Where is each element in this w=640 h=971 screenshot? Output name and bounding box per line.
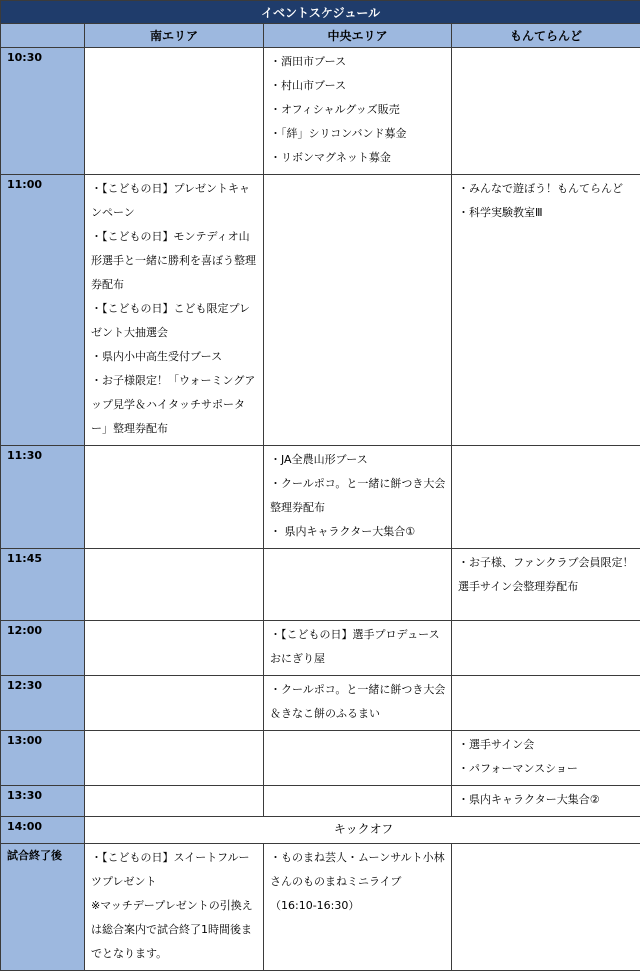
event-item: ・リボンマグネット募金 [270,146,447,170]
header-time [1,24,85,48]
event-item: ・ものまね芸人・ムーンサルト小林さんのものまねミニライブ [270,846,447,894]
schedule-row [1,549,640,621]
monte-area-cell [452,844,640,971]
monte-area-cell [452,446,640,549]
south-area-cell [85,676,264,731]
header-center-area: 中央エリア [264,24,452,48]
time-cell: 13:00 [1,731,85,786]
event-item: ・科学実験教室Ⅲ [458,201,636,225]
monte-area-cell [452,48,640,175]
south-area-cell [85,731,264,786]
schedule-row [1,731,640,786]
center-area-cell [264,549,452,621]
event-item: ・【こどもの日】プレゼントキャンペーン [91,177,259,225]
event-item: ・【こどもの日】スイートフルーツプレゼント [91,846,259,894]
schedule-body [1,48,640,971]
event-item: ・クールポコ。と一緒に餅つき大会＆きなこ餅のふるまい [270,678,447,726]
south-area-cell [85,175,264,446]
schedule-row [1,676,640,731]
event-item: ・【こどもの日】こども限定プレゼント大抽選会 [91,297,259,345]
schedule-row [1,817,640,844]
time-cell: 11:30 [1,446,85,549]
monte-area-cell [452,175,640,446]
event-item: ・パフォーマンスショー [458,757,636,781]
event-item: ・酒田市ブース [270,50,447,74]
time-cell: 11:00 [1,175,85,446]
monte-area-cell [452,621,640,676]
monte-area-cell [452,549,640,621]
center-area-cell [264,676,452,731]
time-cell: 12:30 [1,676,85,731]
time-cell: 14:00 [1,817,85,844]
time-cell: 12:00 [1,621,85,676]
header-south-area: 南エリア [85,24,264,48]
schedule-row [1,446,640,549]
event-item: ・みんなで遊ぼう！もんてらんど [458,177,636,201]
schedule-row [1,621,640,676]
event-item: ・【こどもの日】選手プロデュース おにぎり屋 [270,623,447,671]
kickoff-cell: キックオフ [85,817,640,844]
event-item: ・ 県内キャラクター大集合① [270,520,447,544]
center-area-cell [264,621,452,676]
center-area-cell [264,844,452,971]
event-item: ・県内キャラクター大集合② [458,788,636,812]
event-item: ・オフィシャルグッズ販売 [270,98,447,122]
header-monte-land: もんてらんど [452,24,640,48]
time-cell: 11:45 [1,549,85,621]
monte-area-cell [452,786,640,817]
time-cell: 試合終了後 [1,844,85,971]
south-area-cell [85,786,264,817]
south-area-cell [85,48,264,175]
monte-area-cell [452,731,640,786]
schedule-row [1,786,640,817]
event-item: ・県内小中高生受付ブース [91,345,259,369]
event-item: ・村山市ブース [270,74,447,98]
south-area-cell [85,549,264,621]
monte-area-cell [452,676,640,731]
schedule-row [1,48,640,175]
center-area-cell [264,175,452,446]
south-area-cell [85,446,264,549]
schedule-row [1,844,640,971]
event-item: ・お子様限定！「ウォーミングアップ見学＆ハイタッチサポーター」整理券配布 [91,369,259,441]
time-cell: 13:30 [1,786,85,817]
center-area-cell [264,731,452,786]
schedule-title: イベントスケジュール [1,1,640,24]
event-item: ・【こどもの日】モンテディオ山形選手と一緒に勝利を喜ぼう整理券配布 [91,225,259,297]
event-item: ・クールポコ。と一緒に餅つき大会整理券配布 [270,472,447,520]
center-area-cell [264,446,452,549]
center-area-cell [264,48,452,175]
schedule-row [1,175,640,446]
event-item: ※マッチデープレゼントの引換えは総合案内で試合終了1時間後までとなります。 [91,894,259,966]
event-item: ・JA全農山形ブース [270,448,447,472]
event-item: （16:10-16:30） [270,894,447,918]
event-item: ・選手サイン会 [458,733,636,757]
event-item: ・お子様、ファンクラブ会員限定！選手サイン会整理券配布 [458,551,636,599]
time-cell: 10:30 [1,48,85,175]
event-item: ・「絆」シリコンバンド募金 [270,122,447,146]
center-area-cell [264,786,452,817]
south-area-cell [85,621,264,676]
south-area-cell [85,844,264,971]
